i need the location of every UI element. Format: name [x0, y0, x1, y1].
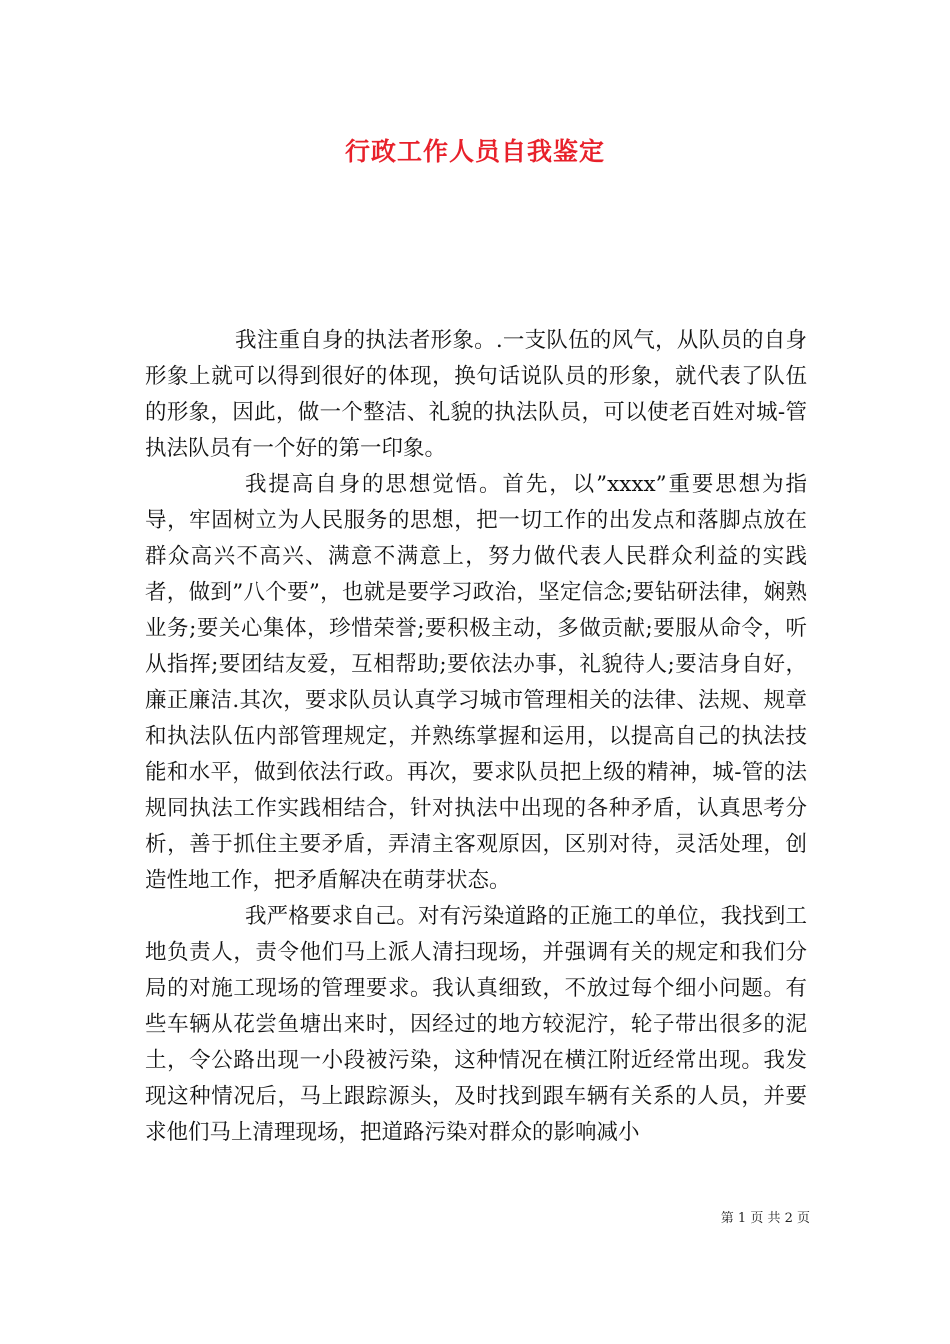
page-number-footer: 第 1 页 共 2 页: [720, 1211, 810, 1226]
document-body: [145, 323, 807, 1151]
paragraph-strict-requirements: 我严格要求自己。对有污染道路的正施工的单位，我找到工地负责人，责令他们马上派人清扫现场，并强调有关的规定和我们分局的对施工现场的管理要求。我认真细致，不放过每个细小问题。有些车辆从花尝鱼塘出来时，因经过的地方较泥泞，轮子带出很多的泥土，令公路出现一小段被污染，这种情况在横江附近经常出现。我发现这种情况后，马上跟踪源头，及时找到跟车辆有关系的人员，并要求他们马上清理现场，把道路污染对群众的影响减小: [145, 904, 807, 1145]
paragraph-ideological-awareness: 我提高自身的思想觉悟。首先，以”xxxx”重要思想为指导，牢固树立为人民服务的思想，把一切工作的出发点和落脚点放在群众高兴不高兴、满意不满意上，努力做代表人民群众利益的实践者，做到”八个要”，也就是要学习政治，坚定信念;要钻研法律，娴熟业务;要关心集体，珍惜荣誉;要积极主动，多做贡献;要服从命令，听从指挥;要团结友爱，互相帮助;要依法办事，礼貌待人;要洁身自好，廉正廉洁.其次，要求队员认真学习城市管理相关的法律、法规、规章和执法队伍内部管理规定，并熟练掌握和运用，以提高自己的执法技能和水平，做到依法行政。再次，要求队员把上级的精神，城-管的法规同执法工作实践相结合，针对执法中出现的各种矛盾，认真思考分析，善于抓住主要矛盾，弄清主客观原因，区别对待，灵活处理，创造性地工作，把矛盾解决在萌芽状态。: [145, 472, 807, 893]
document-title: 行政工作人员自我鉴定: [344, 137, 605, 166]
paragraph-image-conduct: 我注重自身的执法者形象。.一支队伍的风气，从队员的自身形象上就可以得到很好的体现，换句话说队员的形象，就代表了队伍的形象，因此，做一个整洁、礼貌的执法队员，可以使老百姓对城-管执法队员有一个好的第一印象。: [145, 328, 807, 461]
